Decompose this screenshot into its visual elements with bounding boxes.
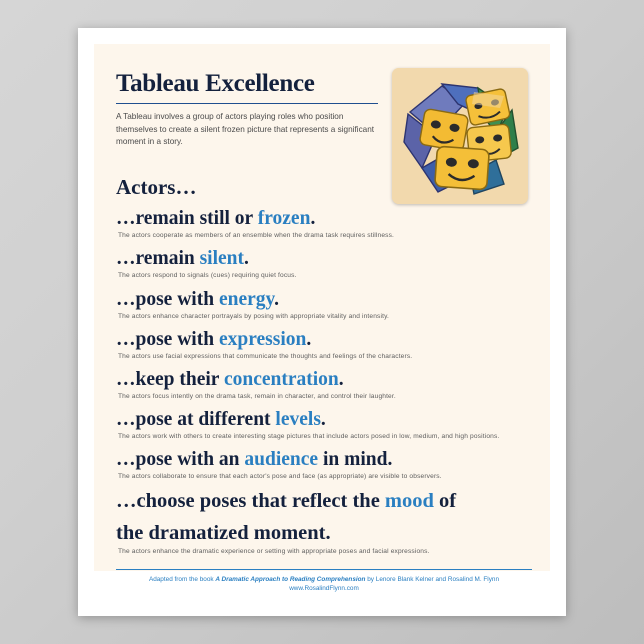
item-line <box>116 247 532 270</box>
item-description: The actors cooperate as members of an ensemble when the drama task requires stillness. <box>118 232 395 240</box>
footer-credit-prefix: Adapted from the book <box>148 575 216 583</box>
list-item <box>116 408 532 441</box>
item-description: The actors enhance the dramatic experience or setting with appropriate poses and facial expressions. <box>118 547 430 555</box>
item-text-pre: …keep their <box>116 368 224 390</box>
item-keyword: frozen <box>257 208 311 230</box>
page-title: Tableau Excellence <box>116 70 315 97</box>
actors-heading: Actors… <box>116 175 197 200</box>
item-keyword: audience <box>244 449 319 471</box>
item-line <box>116 408 532 431</box>
footer-credit-authors: by Lenore Blank Kelner and Rosalind M. Flynn <box>365 575 500 583</box>
item-text-post: . <box>274 288 280 310</box>
item-text-post: . <box>338 368 344 390</box>
item-text-pre: …pose with <box>116 328 219 350</box>
item-line <box>116 448 532 471</box>
item-description: The actors respond to signals (cues) requiring quiet focus. <box>118 272 297 280</box>
item-text-post: of <box>433 489 457 512</box>
item-line <box>116 368 532 391</box>
item-description: The actors collaborate to ensure that each actor's pose and face (as appropriate) are visible to observers. <box>118 473 442 481</box>
footer-book-title: A Dramatic Approach to Reading Comprehension <box>215 575 366 583</box>
item-keyword: levels <box>275 409 321 431</box>
item-text-pre: …remain <box>116 248 200 270</box>
item-keyword: expression <box>218 328 307 350</box>
masks-illustration <box>392 68 528 204</box>
item-text-post: . <box>320 409 326 431</box>
item-text-pre: …remain still or <box>116 208 258 230</box>
intro-paragraph: A Tableau involves a group of actors playing roles who position themselves to create a silent frozen picture that represents a significant moment in a story. <box>116 112 375 147</box>
list-item <box>116 247 532 280</box>
list-item <box>116 288 532 321</box>
list-item <box>116 489 532 556</box>
footer <box>116 575 532 594</box>
item-description: The actors work with others to create interesting stage pictures that include actors posed in low, medium, and high positions. <box>118 433 500 441</box>
list-item <box>116 207 532 240</box>
item-line <box>116 328 532 351</box>
item-keyword: silent <box>199 248 245 270</box>
item-text-pre: …pose with an <box>116 449 245 471</box>
list-item <box>116 368 532 401</box>
item-text-post: . <box>244 248 249 270</box>
item-text-pre: …pose at different <box>116 409 276 431</box>
item-line-2: the dramatized moment. <box>116 521 331 544</box>
item-keyword: mood <box>384 489 434 512</box>
item-line <box>116 207 532 230</box>
title-divider <box>116 103 378 104</box>
item-keyword: energy <box>218 288 275 310</box>
footer-divider <box>116 569 532 570</box>
item-description: The actors enhance character portrayals by posing with appropriate vitality and intensity. <box>118 312 390 320</box>
item-line <box>116 489 532 514</box>
item-text-post: in mind. <box>318 449 393 471</box>
theatre-masks-collage-image <box>392 68 528 204</box>
footer-website[interactable]: www.RosalindFlynn.com <box>289 585 359 593</box>
item-text-post: . <box>310 208 316 230</box>
list-item <box>116 448 532 481</box>
poster-content <box>116 62 532 593</box>
item-line <box>116 288 532 311</box>
footer-credit <box>116 575 532 584</box>
item-text-post: . <box>306 328 312 350</box>
item-keyword: concentration <box>223 368 339 390</box>
poster <box>78 28 566 616</box>
item-description: The actors use facial expressions that communicate the thoughts and feelings of the characters. <box>118 352 413 360</box>
poster-inner-panel <box>94 44 550 593</box>
item-description: The actors focus intently on the drama task, remain in character, and control their laughter. <box>118 392 396 400</box>
list-item <box>116 328 532 361</box>
item-text-pre: …choose poses that reflect the <box>116 489 385 512</box>
item-text-pre: …pose with <box>116 288 219 310</box>
